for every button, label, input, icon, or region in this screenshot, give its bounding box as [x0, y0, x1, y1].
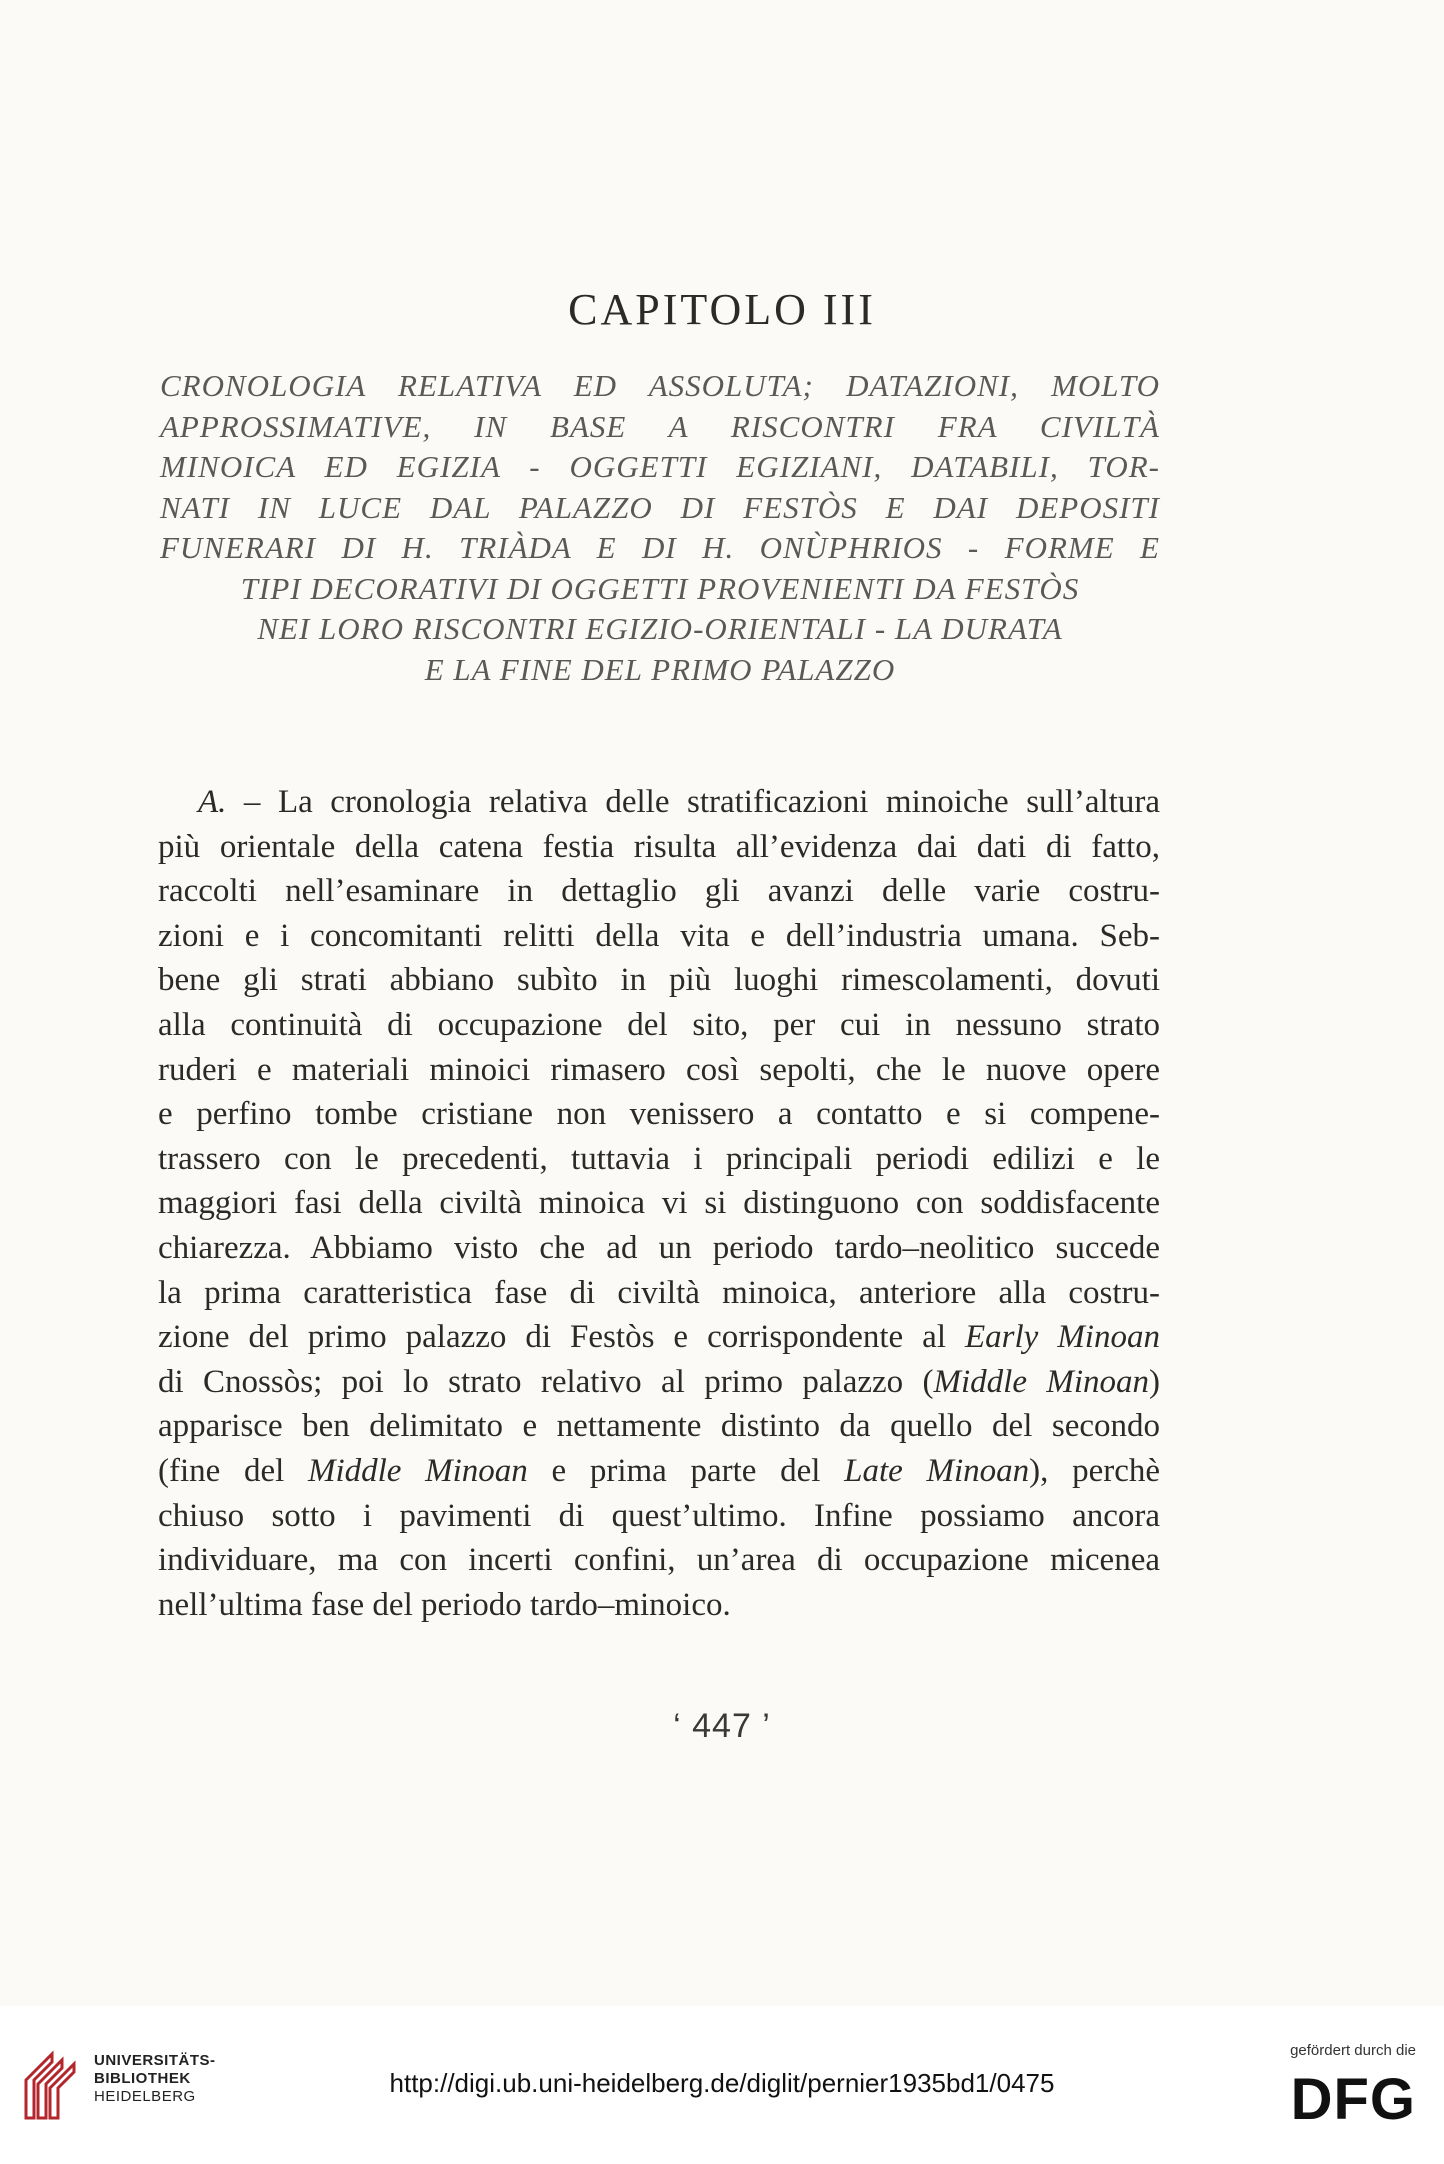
- body-line: più orientale della catena festia risulta all’evidenza dai dati di fatto,: [158, 828, 1160, 865]
- chapter-summary: [160, 366, 1160, 690]
- term-italic: Late Minoan: [844, 1452, 1030, 1489]
- body-line: nell’ultima fase del periodo tardo–minoico.: [158, 1586, 731, 1623]
- body-paragraph: [158, 780, 1160, 1627]
- body-line: maggiori fasi della civiltà minoica vi si distinguono con soddisfacente: [158, 1185, 1160, 1222]
- body-line: zioni e i concomitanti relitti della vita e dell’industria umana. Seb-: [158, 917, 1160, 954]
- body-line: (fine del Middle Minoan e prima parte del Late Minoan), perchè: [158, 1452, 1161, 1489]
- term-italic: Early Minoan: [965, 1319, 1160, 1356]
- body-line: la prima caratteristica fase di civiltà minoica, anteriore alla costru-: [158, 1274, 1160, 1311]
- summary-line: NATI IN LUCE DAL PALAZZO DI FESTÒS E DAI DEPOSITI: [160, 489, 1160, 525]
- summary-line: CRONOLOGIA RELATIVA ED ASSOLUTA; DATAZIONI, MOLTO: [160, 368, 1160, 403]
- source-url-link[interactable]: http://digi.ub.uni-heidelberg.de/diglit/pernier1935bd1/0475: [389, 2068, 1055, 2098]
- body-line: di Cnossòs; poi lo strato relativo al primo palazzo (Middle Minoan): [158, 1363, 1160, 1400]
- library-name: UNIVERSITÄTS- BIBLIOTHEK HEIDELBERG: [94, 2052, 216, 2105]
- summary-line: MINOICA ED EGIZIA - OGGETTI EGIZIANI, DATABILI, TOR-: [160, 449, 1160, 484]
- body-line: individuare, ma con incerti confini, un’area di occupazione micenea: [158, 1542, 1160, 1579]
- body-line: e perfino tombe cristiane non venissero a contatto e si compene-: [158, 1096, 1160, 1133]
- body-line: A. – La cronologia relativa delle stratificazioni minoiche sull’altura: [198, 784, 1160, 820]
- summary-line: TIPI DECORATIVI DI OGGETTI PROVENIENTI DA FESTÒS: [240, 570, 1080, 606]
- body-line: chiarezza. Abbiamo visto che ad un periodo tardo–neolitico succede: [158, 1229, 1160, 1266]
- dfg-logo: DFG: [1290, 2067, 1416, 2132]
- summary-line: E LA FINE DEL PRIMO PALAZZO: [424, 651, 896, 687]
- body-line: bene gli strati abbiano subìto in più luoghi rimescolamenti, dovuti: [158, 962, 1160, 999]
- digitization-footer: [0, 2006, 1444, 2164]
- body-line: raccolti nell’esaminare in dettaglio gli avanzi delle varie costru-: [158, 873, 1160, 910]
- section-letter: A.: [198, 784, 227, 820]
- body-line: chiuso sotto i pavimenti di quest’ultimo. Infine possiamo ancora: [158, 1497, 1160, 1534]
- summary-line: APPROSSIMATIVE, IN BASE A RISCONTRI FRA CIVILTÀ: [160, 408, 1160, 444]
- body-line: trassero con le precedenti, tuttavia i principali periodi edilizi e le: [158, 1140, 1160, 1177]
- term-italic: Middle Minoan: [307, 1452, 528, 1489]
- chapter-title: CAPITOLO III: [568, 285, 876, 334]
- summary-line: NEI LORO RISCONTRI EGIZIO-ORIENTALI - LA DURATA: [257, 611, 1063, 646]
- funder-label: gefördert durch die: [1290, 2042, 1416, 2059]
- page-number: ‘ 447 ’: [673, 1707, 771, 1745]
- summary-line: FUNERARI DI H. TRIÀDA E DI H. ONÙPHRIOS - FORME E: [160, 530, 1160, 565]
- body-line: zione del primo palazzo di Festòs e corrispondente al Early Minoan: [158, 1319, 1160, 1356]
- body-line: apparisce ben delimitato e nettamente distinto da quello del secondo: [158, 1408, 1160, 1445]
- body-line: alla continuità di occupazione del sito, per cui in nessuno strato: [158, 1006, 1160, 1043]
- body-line: ruderi e materiali minoici rimasero così sepolti, che le nuove opere: [158, 1051, 1160, 1088]
- term-italic: Middle Minoan: [933, 1363, 1149, 1400]
